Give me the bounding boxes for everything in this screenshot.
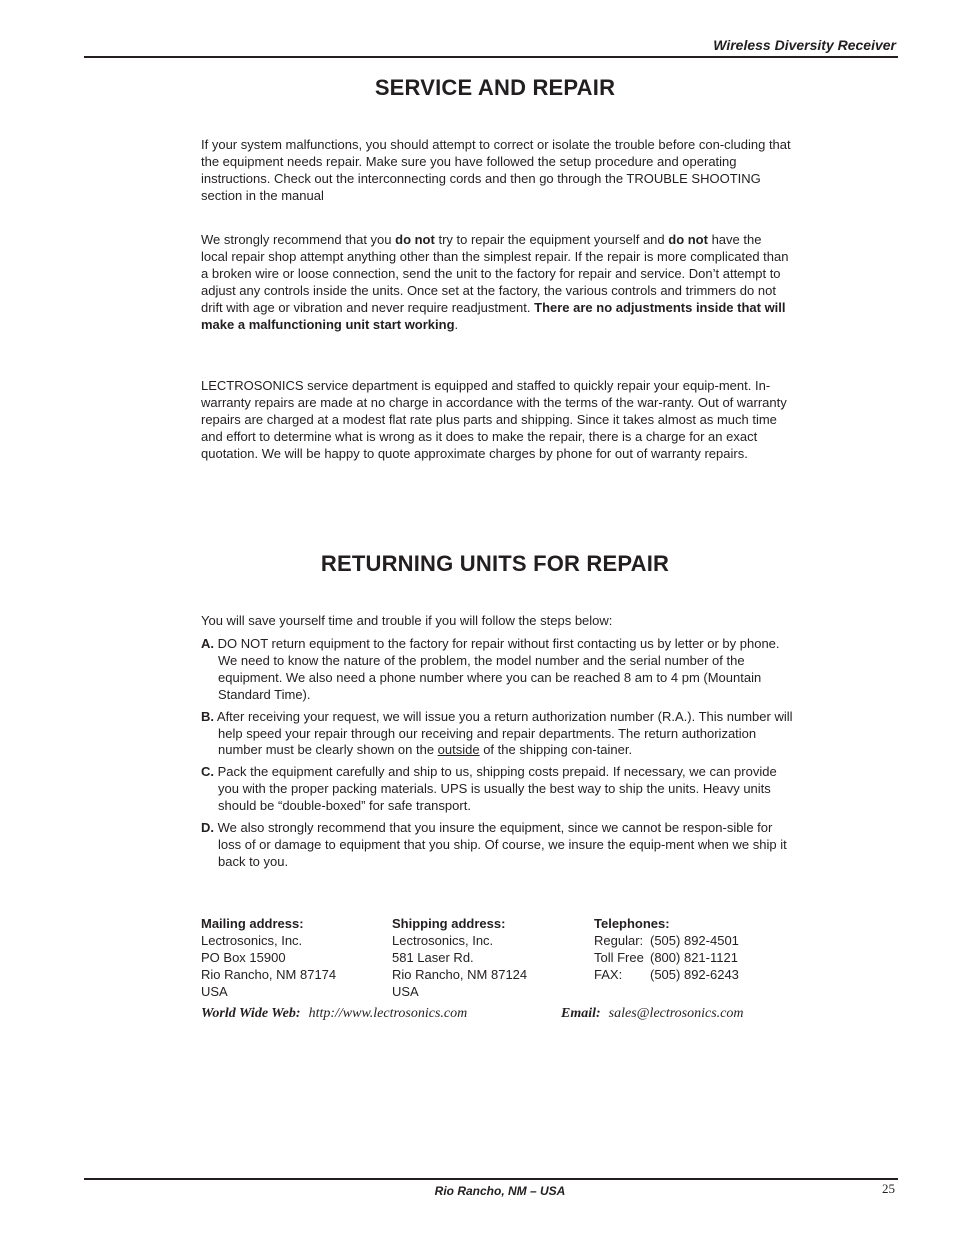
phone-regular [594,933,739,950]
address-line: 581 Laser Rd. [392,949,474,965]
telephones-label: Telephones: [594,916,670,931]
address-line: Rio Rancho, NM 87124 [392,966,528,982]
address-line: USA [392,983,419,999]
web-url-link[interactable]: http://www.lectrosonics.com [308,1006,468,1021]
address-line: PO Box 15900 [201,949,286,965]
address-line: USA [201,983,228,999]
address-line: Lectrosonics, Inc. [392,932,494,948]
step-text: DO NOT return equipment to the factory for repair without first contacting us by letter or by phone. We need to know the nature of the problem, the model number and the serial number of the equipment. We also need a phone number where you can be reached 8 am to 4 pm (Mountain Standard Time). [214,636,780,702]
step-letter: D. [201,820,214,836]
email-link[interactable]: sales@lectrosonics.com [608,1006,744,1021]
emphasis-do-not: do not [395,232,435,247]
web-label: World Wide Web: [201,1006,301,1021]
step-text: After receiving your request, we will issue you a return authorization number (R.A.). This number will help speed your repair through our receiving and repair departments. The return authorization number must be clearly shown on the [214,708,793,758]
shipping-address-block [392,916,527,1001]
text: We strongly recommend that you [201,232,396,247]
steps-list [201,636,793,876]
paragraph-recommendation [201,232,791,333]
mailing-address-label: Mailing address: [201,916,304,931]
step-a [201,636,793,704]
footer-location: Rio Rancho, NM – USA [434,1184,566,1198]
page-number: 25 [882,1181,895,1196]
web-line [201,1006,467,1022]
step-text: Pack the equipment carefully and ship to us, shipping costs prepaid. If necessary, we can provide you with the proper packing materials. UPS is usually the best way to ship the units. Heavy units should be “double-boxed” for safe transport. [214,764,777,814]
step-c [201,764,793,815]
text: try to repair the equipment yourself and [434,232,669,247]
shipping-address-label: Shipping address: [392,916,506,931]
emphasis-do-not: do not [668,232,708,247]
mailing-address-block [201,916,336,1001]
phone-toll-free [594,950,739,967]
paragraph-service-department: LECTROSONICS service department is equipped and staffed to quickly repair your equip-ment. In-warranty repairs are made at no charge in accordance with the terms of the war-ranty. Out of warranty repairs are charged at a modest flat rate plus parts and shipping. Since it takes almost as much time and effort to determine what is wrong as it does to make the repair, there is a charge for an exact quotation. We will be happy to quote approximate charges by phone for out of warranty repairs. [201,378,787,461]
paragraph-steps-intro: You will save yourself time and trouble if you will follow the steps below: [201,613,613,628]
phone-fax [594,967,739,984]
step-text: We also strongly recommend that you insure the equipment, since we cannot be respon-sible for loss of or damage to equipment that you ship. Of course, we insure the equip-ment when we ship it back to you. [214,820,787,869]
email-label: Email: [561,1006,601,1021]
phone-type: FAX: [594,966,623,982]
paragraph-malfunction: If your system malfunctions, you should attempt to correct or isolate the trouble before con-cluding that the equipment needs repair. Make sure you have followed the setup procedure and operating instructions. Check out the interconnecting cords and then go through the TROUBLE SHOOTING section in the manual [201,137,791,203]
phone-number: (505) 892-6243 [650,966,739,982]
step-d [201,820,793,871]
step-b [201,709,793,760]
heading-returning-units: RETURNING UNITS FOR REPAIR [320,551,670,576]
phone-number: (505) 892-4501 [650,932,739,948]
step-letter: C. [201,764,214,780]
phone-type: Toll Free [594,949,644,965]
email-line [561,1006,744,1022]
step-letter: A. [201,636,214,651]
phone-number: (800) 821-1121 [650,949,738,965]
running-header: Wireless Diversity Receiver [713,37,896,53]
text: have the local repair shop attempt anything other than the simplest repair. If the repair is more complicated than a broken wire or loose connection, send the unit to the factory for repair and service. Don’t attempt to adjust any controls inside the units. Once set at the factory, the various controls and trimmers do not drift with age or vibration and never require readjustment. [201,232,789,315]
step-text: of the shipping con-tainer. [479,742,633,758]
address-line: Lectrosonics, Inc. [201,932,303,948]
step-letter: B. [201,708,214,724]
address-line: Rio Rancho, NM 87174 [201,966,337,982]
emphasis-no-adjustments: There are no adjustments inside that will make a malfunctioning unit start working [201,299,786,332]
text: . [454,316,459,332]
phone-type: Regular: [594,932,644,948]
underlined-outside: outside [437,742,480,758]
telephones-block [594,916,739,984]
header-rule [84,56,898,58]
heading-service-and-repair: SERVICE AND REPAIR [374,75,616,100]
footer-rule [84,1178,898,1180]
